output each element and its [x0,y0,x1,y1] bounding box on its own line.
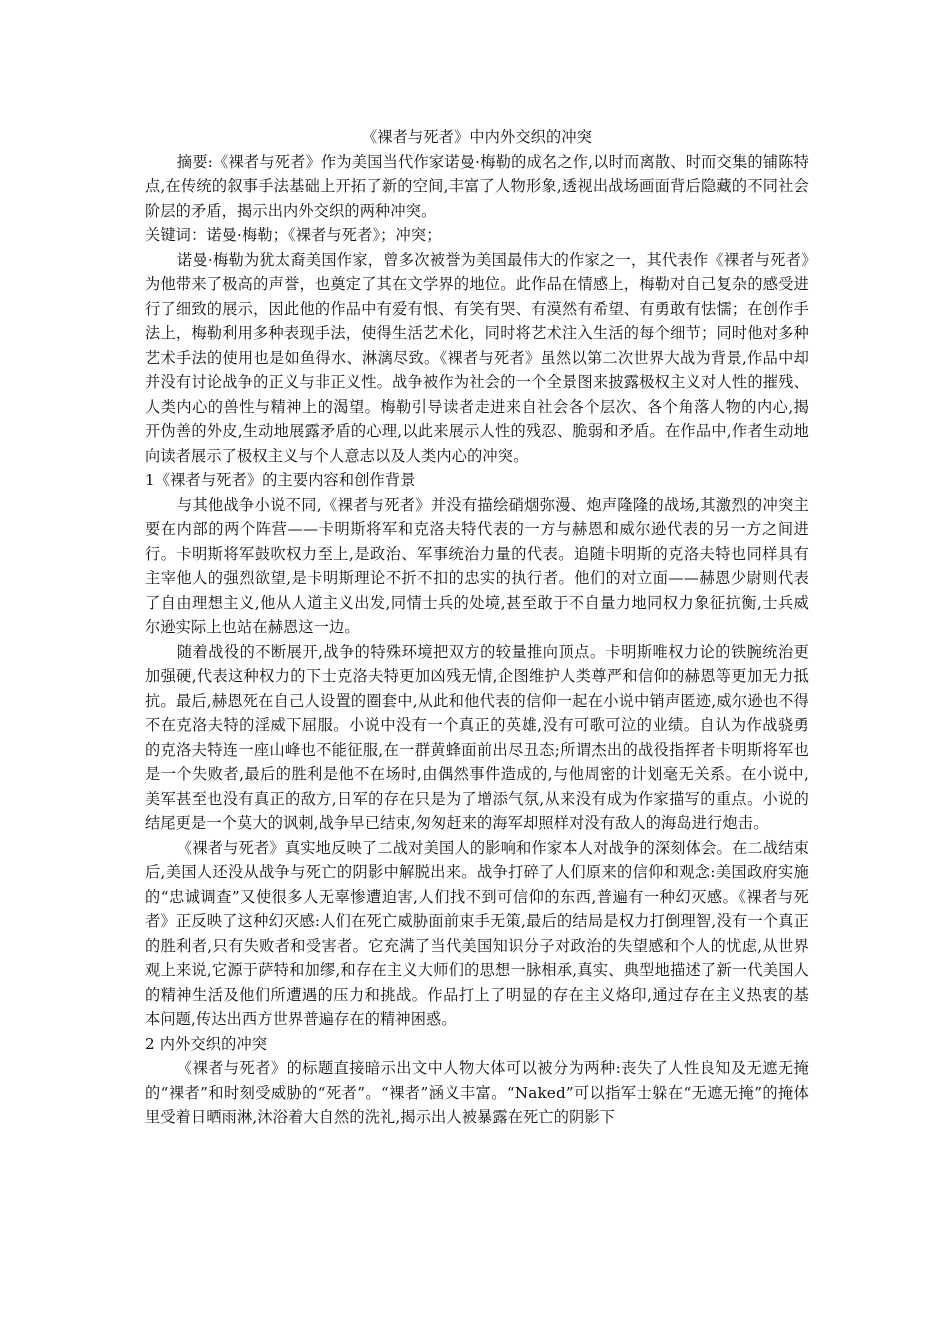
section-2-heading: 2 内外交织的冲突 [145,1034,268,1053]
intro-paragraph: 诺曼·梅勒为犹太裔美国作家，曾多次被誉为美国最伟大的作家之一，其代表作《裸者与死者》为他带来了极高的声誉，也奠定了其在文学界的地位。此作品在情感上，梅勒对自己复杂的感受进行了细致的展示，因此他的作品中有爱有恨、有笑有哭、有漠然有希望、有勇敢有怯懦；在创作手法上，梅勒利用多种表现手法，使得生活艺术化，同时将艺术注入生活的每个细节；同时他对多种艺术手法的使用也是如鱼得水、淋漓尽致。《裸者与死者》虽然以第二次世界大战为背景,作品中却并没有讨论战争的正义与非正义性。战争被作为社会的一个全景图来披露极权主义对人性的摧残、人类内心的兽性与精神上的渴望。梅勒引导读者走进来自社会各个层次、各个角落人物的内心,揭开伪善的外皮,生动地展露矛盾的心理,以此来展示人性的残忍、脆弱和矛盾。在作品中,作者生动地向读者展示了极权主义与个人意志以及人类内心的冲突。 [145,250,809,465]
document-page [145,125,809,1130]
abstract-paragraph: 摘要:《裸者与死者》作为美国当代作家诺曼·梅勒的成名之作,以时而离散、时而交集的铺陈特点,在传统的叙事手法基础上开拓了新的空间,丰富了人物形象,透视出战场画面背后隐藏的不同社会阶层的矛盾，揭示出内外交织的两种冲突。 [145,152,809,220]
keywords-line: 关键词：诺曼·梅勒；《裸者与死者》；冲突； [145,226,442,244]
document-title: 《裸者与死者》中内外交织的冲突 [361,128,593,146]
section-1-heading: 1《裸者与死者》的主要内容和创作背景 [145,471,416,489]
section-2-paragraph-1: 《裸者与死者》的标题直接暗示出文中人物大体可以被分为两种:丧失了人性良知及无遮无掩的“裸者”和时刻受威胁的“死者”。“裸者”涵义丰富。“Naked”可以指军士躲在“无遮无掩”的掩体里受着日晒雨淋,沐浴着大自然的洗礼,揭示出人被暴露在死亡的阴影下 [145,1059,809,1126]
section-1-paragraph-1: 与其他战争小说不同,《裸者与死者》并没有描绘硝烟弥漫、炮声隆隆的战场,其激烈的冲突主要在内部的两个阵营——卡明斯将军和克洛夫特代表的一方与赫恩和威尔逊代表的另一方之间进行。卡明斯将军鼓吹权力至上,是政治、军事统治力量的代表。追随卡明斯的克洛夫特也同样具有主宰他人的强烈欲望,是卡明斯理论不折不扣的忠实的执行者。他们的对立面——赫恩少尉则代表了自由理想主义,他从人道主义出发,同情士兵的处境,甚至敢于不自量力地同权力象征抗衡,士兵威尔逊实际上也站在赫恩这一边。 [145,495,809,636]
section-1-paragraph-3: 《裸者与死者》真实地反映了二战对美国人的影响和作家本人对战争的深刻体会。在二战结束后,美国人还没从战争与死亡的阴影中解脱出来。战争打碎了人们原来的信仰和观念:美国政府实施的“忠诚调查”又使很多人无辜惨遭迫害,人们找不到可信仰的东西,普遍有一种幻灭感。《裸者与死者》正反映了这种幻灭感:人们在死亡威胁面前束手无策,最后的结局是权力打倒理智,没有一个真正的胜利者,只有失败者和受害者。它充满了当代美国知识分子对政治的失望感和个人的忧虑,从世界观上来说,它源于萨特和加缪,和存在主义大师们的思想一脉相承,真实、典型地描述了新一代美国人的精神生活及他们所遭遇的压力和挑战。作品打上了明显的存在主义烙印,通过存在主义热衷的基本问题,传达出西方世界普遍存在的精神困惑。 [145,838,809,1028]
section-1-paragraph-2: 随着战役的不断展开,战争的特殊环境把双方的较量推向顶点。卡明斯唯权力论的铁腕统治更加强硬,代表这种权力的下士克洛夫特更加凶残无情,企图维护人类尊严和信仰的赫恩等更加无力抵抗。最后,赫恩死在自己人设置的圈套中,从此和他代表的信仰一起在小说中销声匿迹,威尔逊也不得不在克洛夫特的淫威下屈服。小说中没有一个真正的英雄,没有可歌可泣的业绩。自认为作战骁勇的克洛夫特连一座山峰也不能征服,在一群黄蜂面前出尽丑态;所谓杰出的战役指挥者卡明斯将军也是一个失败者,最后的胜利是他不在场时,由偶然事件造成的,与他周密的计划毫无关系。在小说中,美军甚至也没有真正的敌方,日军的存在只是为了增添气氛,从来没有成为作家描写的重点。小说的结尾更是一个莫大的讽刺,战争早已结束,匆匆赶来的海军却照样对没有敌人的海岛进行炮击。 [145,642,809,832]
